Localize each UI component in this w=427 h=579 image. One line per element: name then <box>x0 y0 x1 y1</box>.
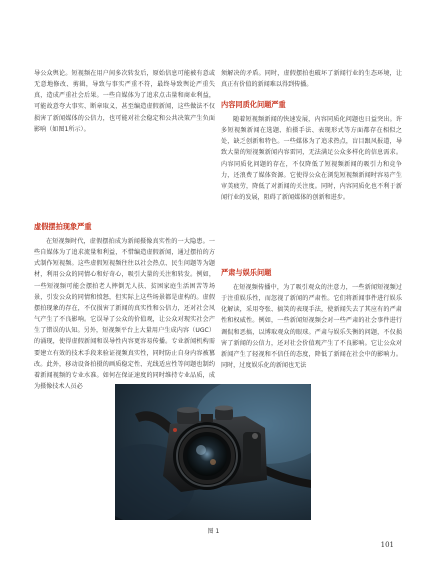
left-paragraph-1: 导公众舆论。短视频在用户间多次转发后，原始信息可能被有意或无意地修改、剪辑，导致与事实严重不符，最终导致舆论严重失真，造成严重社会后果。一些自媒体为了追求点击量和商业利益，可能故意夸大事实、断章取义，甚至编造虚假新闻，这些做法不仅损害了新闻媒体的公信力，也可能对社会稳定和公共决策产生负面影响（如图1所示）。 <box>34 70 215 133</box>
section-heading-homogenization: 内容同质化问题严重 <box>221 100 286 109</box>
camera-photo-icon <box>115 384 311 520</box>
right-column <box>221 68 402 405</box>
right-paragraph-1: 须解决的矛盾。同时，虚假摆拍也破坏了新闻行业的生态环境，让真正有价值的新闻难以得到传播。 <box>221 70 402 89</box>
right-paragraph-2: 随着短视频新闻的快速发展，内容同质化问题也日益突出。许多短视频新闻在选题、拍摄手法、表现形式等方面都存在相似之处，缺乏创新和特色。一些媒体为了追求热点，盲目跟风报道，导致大量的短视频新闻内容雷同，无法满足公众多样化的信息需求。内容同质化问题的存在，不仅降低了短视频新闻的吸引力和竞争力，还浪费了媒体资源。它使得公众在浏览短视频新闻时容易产生审美疲劳，降低了对新闻的关注度。同时，内容同质化也不利于新闻行业的发展，阻碍了新闻媒体的创新和进步。 <box>221 116 402 202</box>
figure-caption: 图 1 <box>207 528 220 535</box>
left-paragraph-2: 在短视频时代，虚假摆拍成为新闻摄像真实性的一大隐患。一些自媒体为了追求流量和利益，不惜编造虚假新闻，通过摆拍的方式制作短视频。这些虚假短视频往往以社会热点、民生问题等为题材，利用公众的同情心和好奇心，吸引大量的关注和转发。例如，一些短视频可能会摆拍老人摔倒无人扶、贫困家庭生活困苦等场景，引发公众的同情和愤怒，但实际上这些场景都是虚构的。虚假摆拍现象的存在，不仅损害了新闻的真实性和公信力，还对社会风气产生了不良影响。它误导了公众的价值观，让公众对现实社会产生了错误的认知。另外，短视频平台上大量用户生成内容（UGC）的涌现，使得虚假新闻和误导性内容更容易传播。专业新闻机构需要建立有效的技术手段来验证视频真实性，同时防止自身内容被篡改。此外，移动设备拍摄的画质稳定性、光线适应性等问题也制约着新闻视频的专业水准。如何在保证速度的同时维持专业品质，成为摄像技术人员必 <box>34 238 215 391</box>
section-heading-serious-vs-entertainment: 严肃与娱乐问题 <box>221 268 272 277</box>
page-number: 101 <box>380 541 394 549</box>
right-paragraph-3: 在短视频传播中，为了吸引观众的注意力，一些新闻短视频过于注重娱乐性，而忽视了新闻的严肃性。它们将新闻事件进行娱乐化解读，采用夸张、搞笑的表现手法，使新闻失去了其应有的严肃性和权威性。例如，一些新闻短视频会对一些严肃的社会事件进行调侃和恶搞，以博取观众的眼球。严肃与娱乐失衡的问题，不仅损害了新闻的公信力，还对社会价值观产生了不良影响。它让公众对新闻产生了轻视和不信任的态度，降低了新闻在社会中的影响力。同时，过度娱乐化的新闻也无法 <box>221 284 402 370</box>
camera-photo <box>115 384 311 520</box>
section-heading-fake-staging: 虚假摆拍现象严重 <box>34 222 92 231</box>
